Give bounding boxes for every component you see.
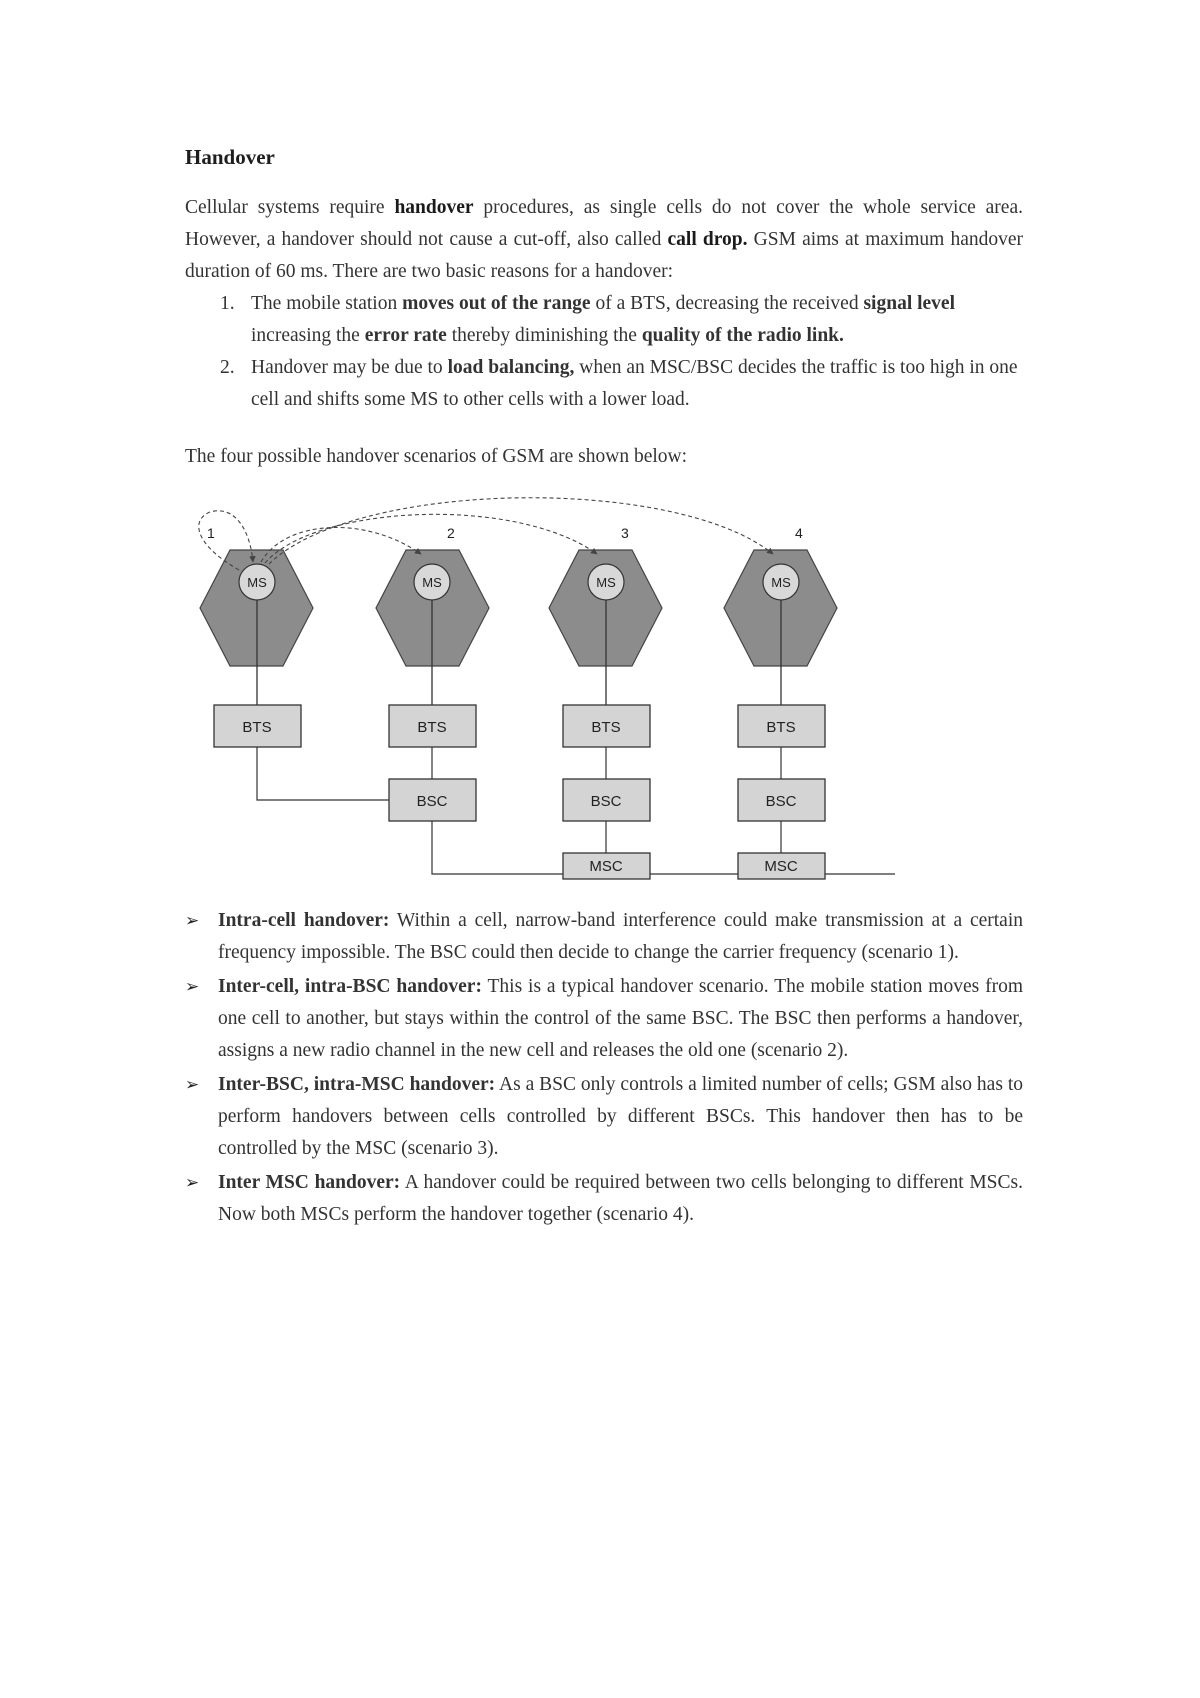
handover-diagram [195,490,915,880]
bts-2 [389,705,476,747]
ms-3 [588,564,624,600]
link-bsc1-msc1 [432,821,563,874]
reason-text: thereby diminishing the [446,325,642,346]
bsc-label: BSC [765,793,797,810]
bullet-arrow-icon: ➢ [185,1075,200,1095]
scenario-number-2: 2 [447,525,455,541]
handover-types-list [185,905,1023,1231]
scenarios-intro: The four possible handover scenarios of GSM are shown below: [185,446,688,467]
handover-reasons-list [185,288,1023,416]
reason-bold: error rate [364,325,447,346]
bsc-2 [563,779,650,821]
bts-3 [563,705,650,747]
reason-item [185,288,1023,352]
bullet-text: Within a cell, narrow-band interference could make transmission at a certain frequency impossible. The BSC could then decide to change the carrier frequency (scenario 1). [218,910,1023,963]
reason-text: when an MSC/BSC decides the traffic is too high in one cell and shifts some MS to other cells with a lower load. [251,357,1018,410]
ms-1 [239,564,275,600]
scenario-number-1: 1 [207,525,215,541]
intro-bold-handover: handover [394,197,474,218]
bts-label: BTS [591,719,621,736]
reason-bold: quality of the radio link. [641,325,844,346]
bullet-title: Intra-cell handover: [218,910,390,931]
bullet-title: Inter MSC handover: [218,1172,401,1193]
intro-bold-call-drop: call drop. [667,229,748,250]
bullet-item [185,971,1023,1067]
bullet-item [185,1069,1023,1165]
bullet-arrow-icon: ➢ [185,977,200,997]
reason-number: 1. [220,293,235,314]
ms-label: MS [422,575,442,590]
ms-2 [414,564,450,600]
bsc-label: BSC [416,793,448,810]
bullet-text: As a BSC only controls a limited number of cells; GSM also has to perform handovers between cells controlled by different BSCs. This handover then has to be controlled by the MSC (scenario 3). [218,1074,1023,1159]
bullet-title: Inter-cell, intra-BSC handover: [218,976,482,997]
reason-bold: moves out of the range [402,293,591,314]
ms-label: MS [247,575,267,590]
bts-label: BTS [242,719,272,736]
intro-text: procedures, as single cells do not cover the whole service area. However, a handover should not cause a cut-off, also called [185,197,1023,250]
msc-1 [563,853,650,879]
intro-text: GSM aims at maximum handover duration of 60 ms. There are two basic reasons for a handover: [185,229,1023,282]
bullet-text: A handover could be required between two cells belonging to different MSCs. Now both MSCs perform the handover together (scenario 4). [218,1172,1024,1225]
ms-label: MS [771,575,791,590]
bsc-label: BSC [590,793,622,810]
bullet-text: This is a typical handover scenario. The mobile station moves from one cell to another, but stays within the control of the same BSC. The BSC then performs a handover, assigns a new radio channel in the new cell and releases the old one (scenario 2). [218,976,1023,1061]
reason-item [185,352,1023,416]
bsc-3 [738,779,825,821]
reason-text: increasing the [251,325,365,346]
link-bts1-bsc1 [257,747,389,800]
reason-bold: load balancing, [447,357,575,378]
handover-arrow-4 [269,498,773,564]
bullet-item [185,905,1023,969]
bullet-title: Inter-BSC, intra-MSC handover: [218,1074,496,1095]
msc-label: MSC [764,858,798,875]
scenario-number-4: 4 [795,525,803,541]
bts-label: BTS [766,719,796,736]
bsc-1 [389,779,476,821]
bts-label: BTS [417,719,447,736]
scenario-number-3: 3 [621,525,629,541]
reason-text: The mobile station [251,293,403,314]
intro-text: Cellular systems require [185,197,395,218]
intro-paragraph [185,192,1023,288]
reason-number: 2. [220,357,235,378]
bts-4 [738,705,825,747]
bullet-item [185,1167,1023,1231]
bullet-arrow-icon: ➢ [185,911,200,931]
msc-label: MSC [589,858,623,875]
ms-4 [763,564,799,600]
msc-2 [738,853,825,879]
section-heading: Handover [185,145,275,169]
reason-text: Handover may be due to [251,357,448,378]
reason-text: of a BTS, decreasing the received [590,293,864,314]
ms-label: MS [596,575,616,590]
bullet-arrow-icon: ➢ [185,1173,200,1193]
bts-1 [214,705,301,747]
reason-bold: signal level [863,293,956,314]
